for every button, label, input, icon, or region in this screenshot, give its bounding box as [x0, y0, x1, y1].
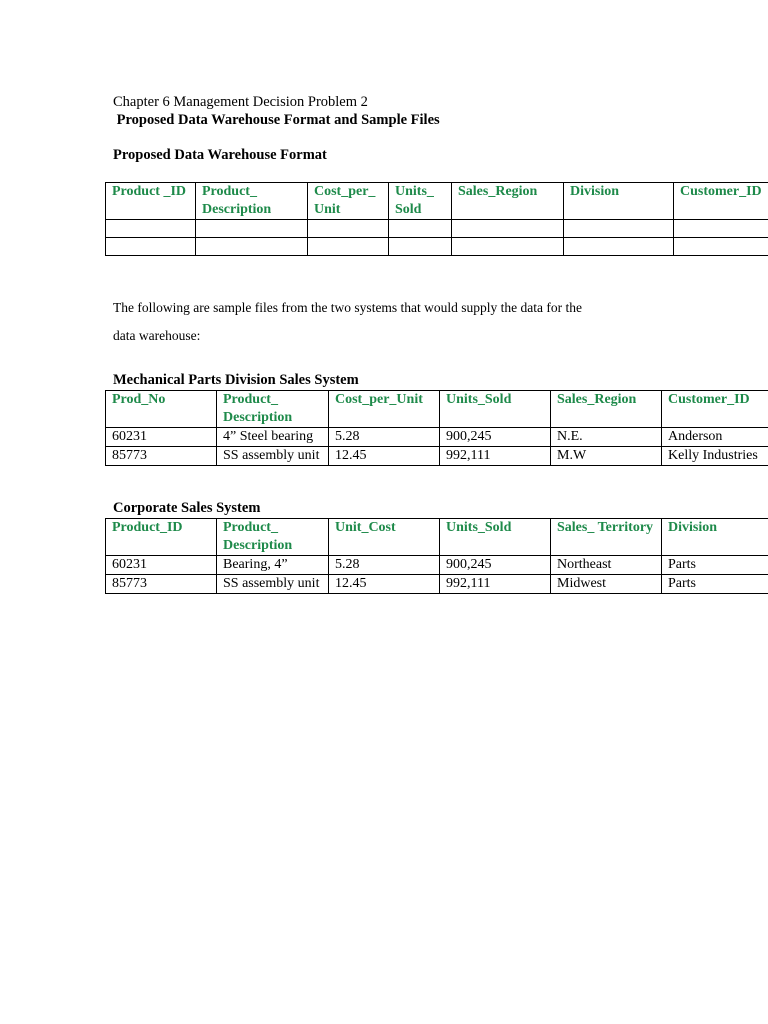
header-cell: Division — [564, 183, 674, 220]
table-cell: 992,111 — [440, 447, 551, 466]
table-cell: 5.28 — [329, 556, 440, 575]
empty-cell — [196, 220, 308, 238]
table-cell: 12.45 — [329, 447, 440, 466]
table-cell: 12.45 — [329, 575, 440, 594]
table-header-row — [106, 391, 768, 428]
intro-text-line-1: The following are sample files from the two systems that would supply the data for the — [113, 300, 583, 315]
table-cell: Parts — [662, 556, 768, 575]
table-cell: 5.28 — [329, 428, 440, 447]
header-cell: Cost_per_ Unit — [308, 183, 389, 220]
header-cell: Cost_per_Unit — [329, 391, 440, 428]
empty-row — [106, 238, 768, 256]
empty-cell — [308, 238, 389, 256]
document-title: Chapter 6 Management Decision Problem 2 — [113, 94, 368, 110]
header-cell: Prod_No — [106, 391, 217, 428]
header-cell: Product_ Description — [196, 183, 308, 220]
empty-cell — [106, 220, 196, 238]
empty-cell — [106, 238, 196, 256]
header-cell: Units_Sold — [440, 391, 551, 428]
header-cell: Sales_Region — [452, 183, 564, 220]
header-cell: Product _ID — [106, 183, 196, 220]
empty-cell — [564, 238, 674, 256]
table-cell: SS assembly unit — [217, 447, 329, 466]
empty-cell — [452, 220, 564, 238]
empty-cell — [308, 220, 389, 238]
table-cell: Parts — [662, 575, 768, 594]
table-cell: N.E. — [551, 428, 662, 447]
table-cell: 992,111 — [440, 575, 551, 594]
corp-sales-table — [105, 518, 768, 594]
empty-cell — [196, 238, 308, 256]
document-subtitle: Proposed Data Warehouse Format and Sample Files — [113, 112, 440, 128]
table-cell: 900,245 — [440, 556, 551, 575]
proposed-format-table — [105, 182, 768, 256]
mech-sales-table — [105, 390, 768, 466]
empty-cell — [564, 220, 674, 238]
table-cell: 85773 — [106, 447, 217, 466]
header-cell: Product_ID — [106, 519, 217, 556]
empty-cell — [389, 220, 452, 238]
header-cell: Sales_Region — [551, 391, 662, 428]
table-header-row — [106, 183, 768, 220]
empty-cell — [674, 220, 768, 238]
header-cell: Customer_ID — [662, 391, 768, 428]
table-cell: SS assembly unit — [217, 575, 329, 594]
table-cell: 85773 — [106, 575, 217, 594]
table-row — [106, 556, 768, 575]
table-cell: 900,245 — [440, 428, 551, 447]
table-cell: Northeast — [551, 556, 662, 575]
empty-row — [106, 220, 768, 238]
header-cell: Division — [662, 519, 768, 556]
header-cell: Unit_Cost — [329, 519, 440, 556]
table-cell: Kelly Industries — [662, 447, 768, 466]
table-header-row — [106, 519, 768, 556]
intro-text-line-2: data warehouse: — [113, 328, 201, 343]
table-row — [106, 428, 768, 447]
table-row — [106, 447, 768, 466]
header-cell: Units_ Sold — [389, 183, 452, 220]
table-cell: Bearing, 4” — [217, 556, 329, 575]
header-cell: Units_Sold — [440, 519, 551, 556]
header-cell: Customer_ID — [674, 183, 768, 220]
mech-system-heading: Mechanical Parts Division Sales System — [113, 372, 359, 388]
proposed-format-heading: Proposed Data Warehouse Format — [113, 147, 327, 163]
table-cell: Anderson — [662, 428, 768, 447]
empty-cell — [674, 238, 768, 256]
header-cell: Product_ Description — [217, 519, 329, 556]
table-cell: Midwest — [551, 575, 662, 594]
header-cell: Sales_ Territory — [551, 519, 662, 556]
table-cell: 4” Steel bearing — [217, 428, 329, 447]
table-cell: 60231 — [106, 556, 217, 575]
empty-cell — [389, 238, 452, 256]
header-cell: Product_ Description — [217, 391, 329, 428]
table-cell: M.W — [551, 447, 662, 466]
table-row — [106, 575, 768, 594]
table-cell: 60231 — [106, 428, 217, 447]
empty-cell — [452, 238, 564, 256]
corp-system-heading: Corporate Sales System — [113, 500, 261, 516]
